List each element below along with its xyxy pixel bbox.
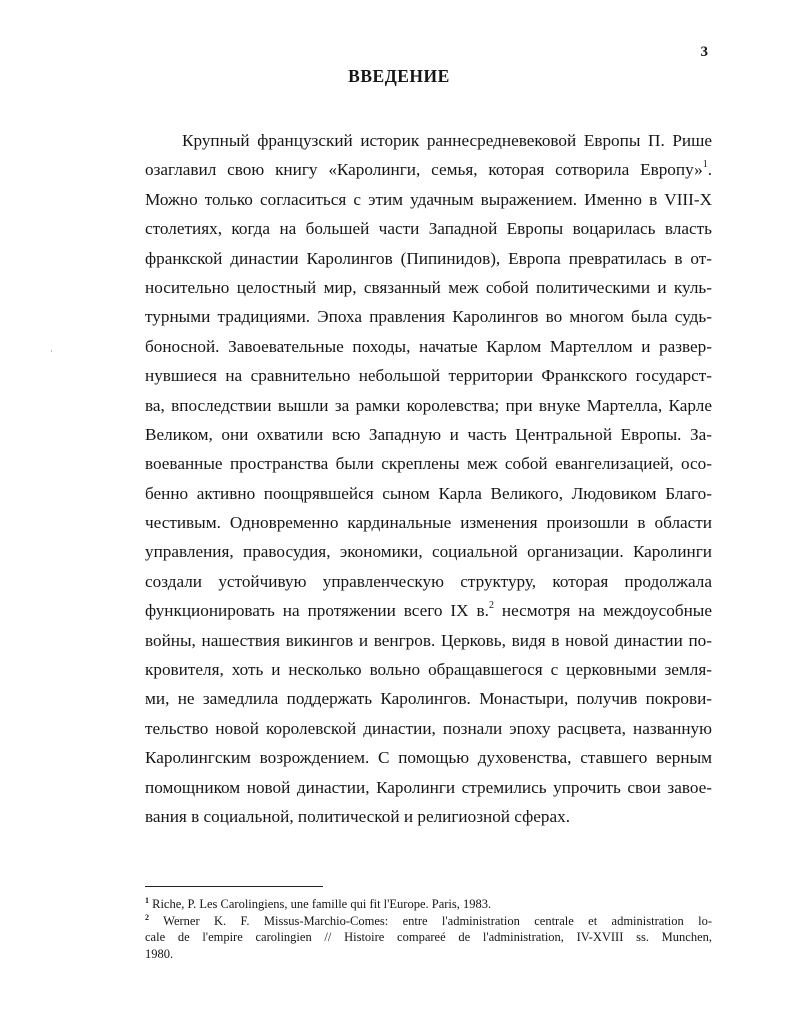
paragraph-line: ми, не замедлила поддержать Каролингов. Монастыри, получив покрови- bbox=[145, 689, 712, 709]
paragraph-line: турными традициями. Эпоха правления Каролингов во многом была судь- bbox=[145, 307, 712, 327]
paragraph-line: Великом, они охватили всю Западную и часть Центральной Европы. За- bbox=[145, 424, 712, 444]
paragraph-line: воеванные пространства были скреплены меж собой евангелизацией, осо- bbox=[145, 454, 712, 474]
paragraph-line: Можно только согласиться с этим удачным выражением. Именно в VIII-X bbox=[145, 189, 712, 209]
paragraph-line: Каролингским возрождением. С помощью духовенства, ставшего верным bbox=[145, 748, 712, 768]
paragraph-line: франкской династии Каролингов (Пипинидов), Европа превратилась в от- bbox=[145, 248, 712, 268]
paragraph-line: управления, правосудия, экономики, социальной организации. Каролинги bbox=[145, 542, 712, 562]
paragraph-line: тельство новой королевской династии, познали эпоху расцвета, названную bbox=[145, 718, 712, 738]
footnote-2 bbox=[145, 913, 712, 963]
paragraph-line: войны, нашествия викингов и венгров. Церковь, видя в новой династии по- bbox=[145, 630, 712, 650]
paragraph-line: Крупный французский историк раннесредневековой Европы П. Рише bbox=[182, 131, 712, 150]
paragraph-line: создали устойчивую управленческую структуру, которая продолжала bbox=[145, 571, 712, 591]
footnote-divider bbox=[145, 886, 323, 887]
paragraph-line: честивым. Одновременно кардинальные изменения произошли в области bbox=[145, 513, 712, 533]
paragraph-line: ва, впоследствии вышли за рамки королевства; при внуке Мартелла, Карле bbox=[145, 395, 712, 415]
line-text: озаглавил свою книгу «Каролинги, семья, которая сотворила Европу» bbox=[145, 160, 703, 180]
footnote-mark: 1 bbox=[145, 896, 149, 905]
body-paragraph bbox=[145, 126, 712, 831]
footnote-ref-2: 2 bbox=[488, 600, 494, 612]
footnote-1 bbox=[145, 896, 712, 913]
line-tail: несмотря на междоусобные bbox=[493, 601, 712, 621]
footnote-text: Werner K. F. Missus-Marchio-Comes: entre l'administration centrale et administration lo- bbox=[163, 913, 712, 928]
page-number: 3 bbox=[700, 44, 708, 60]
paragraph-line bbox=[145, 155, 712, 184]
footnote-line: cale de l'empire carolingien // Histoire compareé de l'administration, IV-XVIII ss. Munchen, bbox=[145, 930, 712, 944]
scan-mark bbox=[51, 350, 52, 352]
section-heading: ВВЕДЕНИЕ bbox=[348, 66, 450, 86]
line-text: функционировать на протяжении всего IX в. bbox=[145, 601, 489, 621]
paragraph-line: носительно целостный мир, связанный меж собой политическими и куль- bbox=[145, 277, 712, 297]
footnote-mark: 2 bbox=[145, 912, 149, 922]
paragraph-line: кровителя, хоть и несколько вольно обращавшегося с церковными земля- bbox=[145, 660, 712, 680]
paragraph-line bbox=[145, 596, 712, 625]
footnotes bbox=[145, 896, 712, 962]
paragraph-line: помощником новой династии, Каролинги стремились упрочить свои завое- bbox=[145, 777, 712, 797]
footnote-line bbox=[145, 896, 712, 913]
footnote-text: Riche, P. Les Carolingiens, une famille qui fit l'Europe. Paris, 1983. bbox=[152, 897, 492, 911]
footnote-line bbox=[145, 913, 712, 930]
paragraph-line: бенно активно поощрявшейся сыном Карла Великого, Людовиком Благо- bbox=[145, 483, 712, 503]
footnote-ref-1: 1 bbox=[702, 159, 708, 171]
paragraph-line: вания в социальной, политической и религиозной сферах. bbox=[145, 806, 570, 826]
footnote-line: 1980. bbox=[145, 946, 174, 961]
line-punct: . bbox=[707, 160, 712, 180]
paragraph-line: боносной. Завоевательные походы, начатые Карлом Мартеллом и развер- bbox=[145, 336, 712, 356]
paragraph-line: нувшиеся на сравнительно небольшой территории Франкского государст- bbox=[145, 366, 712, 386]
paragraph-line: столетиях, когда на большей части Западной Европы воцарилась власть bbox=[145, 219, 712, 239]
